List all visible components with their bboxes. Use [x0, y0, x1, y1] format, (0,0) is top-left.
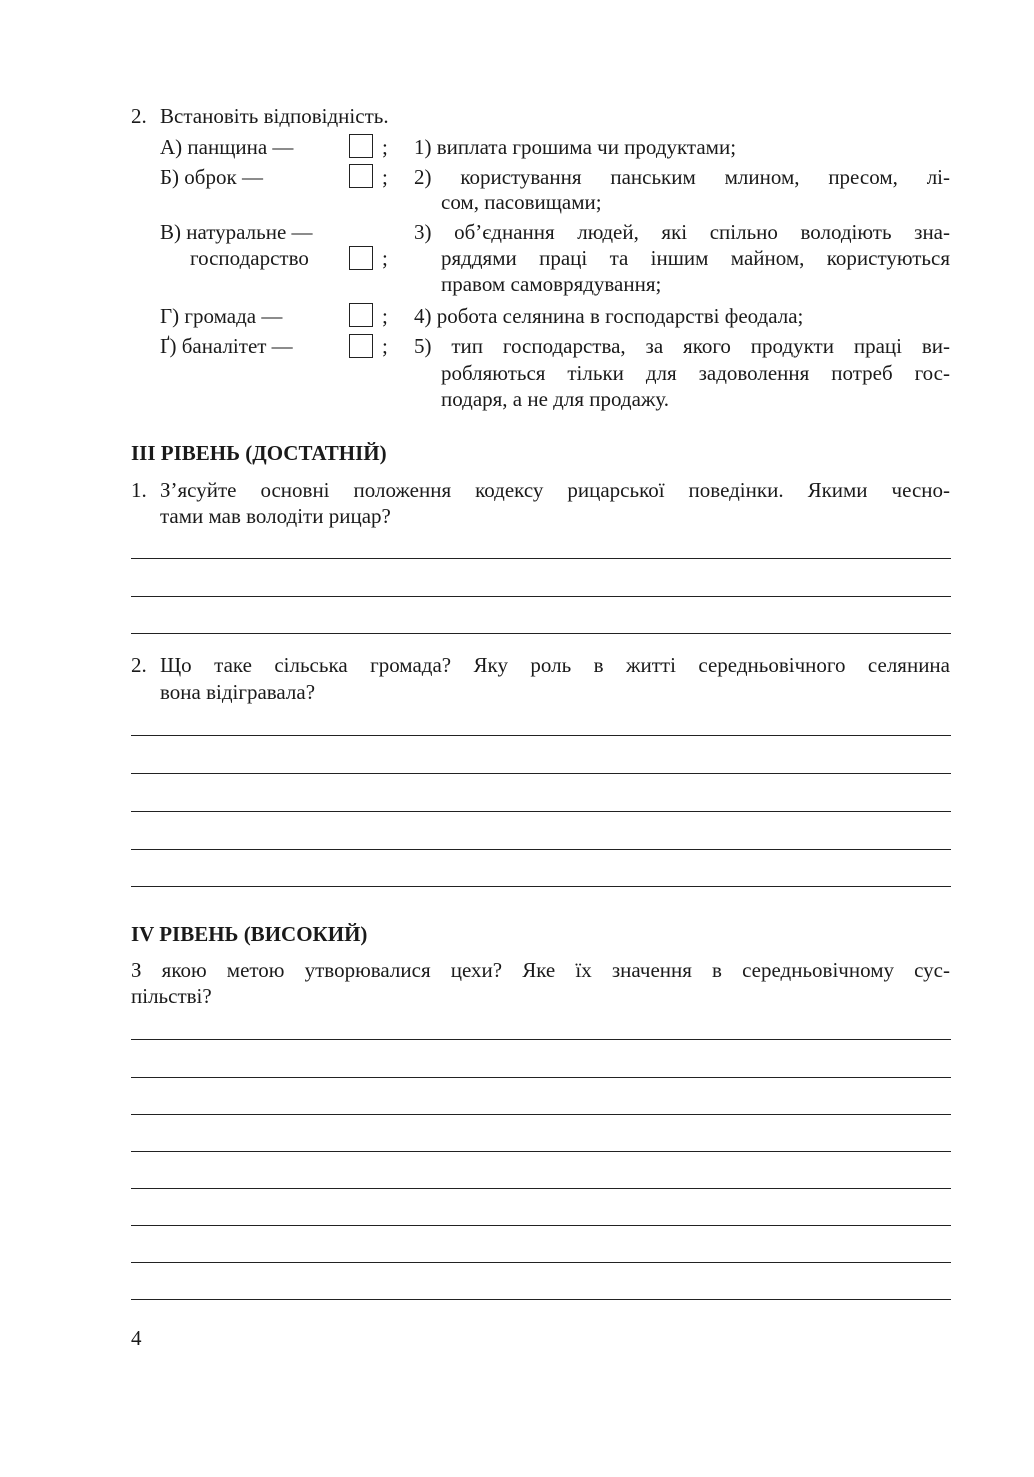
answer-line[interactable] — [131, 849, 951, 850]
answer-box-gg[interactable] — [349, 334, 373, 358]
answer-line[interactable] — [131, 1151, 951, 1152]
answer-line[interactable] — [131, 1039, 951, 1040]
page-number: 4 — [131, 1326, 142, 1350]
semicolon-a: ; — [382, 135, 388, 159]
semicolon-b: ; — [382, 165, 388, 189]
answer-line[interactable] — [131, 596, 951, 597]
task2-title: Встановіть відповідність. — [160, 104, 389, 128]
answer-box-v[interactable] — [349, 246, 373, 270]
term-a: А) панщина — — [160, 135, 294, 159]
term-v: В) натуральне — — [160, 220, 313, 244]
level4-question-line2: пільстві? — [131, 984, 212, 1008]
level4-heading: ІV РІВЕНЬ (ВИСОКИЙ) — [131, 922, 368, 946]
answer-line[interactable] — [131, 1114, 951, 1115]
answer-line[interactable] — [131, 735, 951, 736]
answer-line[interactable] — [131, 1077, 951, 1078]
definition-4: 4) робота селянина в господарстві феодала; — [414, 304, 804, 328]
definition-5-line3: подаря, а не для продажу. — [441, 387, 670, 411]
term-g: Г) громада — — [160, 304, 283, 328]
task2-number: 2. — [131, 104, 147, 128]
term-gg: Ґ) баналітет — — [160, 334, 293, 358]
definition-5-line1: 5) тип господарства, за якого продукти праці ви- — [414, 334, 950, 358]
definition-1: 1) виплата грошима чи продуктами; — [414, 135, 737, 159]
answer-box-b[interactable] — [349, 164, 373, 188]
answer-line[interactable] — [131, 811, 951, 812]
term-b: Б) оброк — — [160, 165, 263, 189]
answer-line[interactable] — [131, 1262, 951, 1263]
answer-box-g[interactable] — [349, 303, 373, 327]
definition-3-line3: правом самоврядування; — [441, 272, 662, 296]
level3-q1-line2: тами мав володіти рицар? — [160, 504, 391, 528]
level3-q2-line1: Що таке сільська громада? Яку роль в житті середньовічного селянина — [160, 653, 950, 677]
definition-2-line2: сом, пасовищами; — [441, 190, 602, 214]
answer-line[interactable] — [131, 1225, 951, 1226]
answer-line[interactable] — [131, 1299, 951, 1300]
level3-q2-number: 2. — [131, 653, 147, 677]
answer-line[interactable] — [131, 633, 951, 634]
answer-line[interactable] — [131, 773, 951, 774]
answer-line[interactable] — [131, 1188, 951, 1189]
level4-question-line1: З якою метою утворювалися цехи? Яке їх значення в середньовічному сус- — [131, 958, 950, 982]
semicolon-gg: ; — [382, 334, 388, 358]
definition-2-line1: 2) користування панським млином, пресом, лі- — [414, 165, 950, 189]
answer-box-a[interactable] — [349, 134, 373, 158]
answer-line[interactable] — [131, 558, 951, 559]
level3-q2-line2: вона відігравала? — [160, 680, 316, 704]
level3-q1-line1: З’ясуйте основні положення кодексу рицарської поведінки. Якими чесно- — [160, 478, 950, 502]
definition-3-line1: 3) об’єднання людей, які спільно володіють зна- — [414, 220, 950, 244]
level3-q1-number: 1. — [131, 478, 147, 502]
answer-line[interactable] — [131, 886, 951, 887]
level3-heading: ІІІ РІВЕНЬ (ДОСТАТНІЙ) — [131, 441, 387, 465]
definition-5-line2: робляються тільки для задоволення потреб гос- — [441, 361, 950, 385]
semicolon-g: ; — [382, 304, 388, 328]
definition-3-line2: ряддями праці та іншим майном, користуються — [441, 246, 950, 270]
semicolon-v: ; — [382, 246, 388, 270]
term-v-cont: господарство — [190, 246, 309, 270]
